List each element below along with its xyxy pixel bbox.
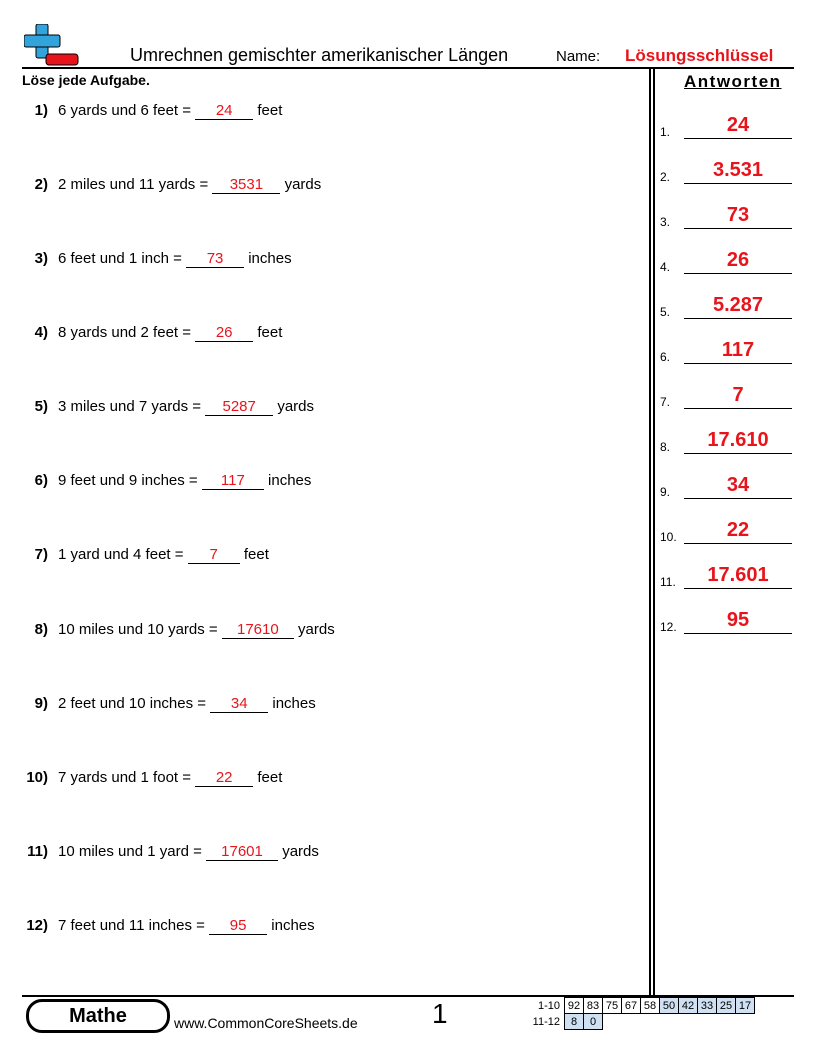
answer-key-item [660, 424, 792, 454]
problem-unit: yards [284, 176, 322, 193]
answer-key-number: 3. [660, 215, 671, 229]
plus-minus-logo-icon [24, 24, 80, 68]
score-cell: 83 [584, 998, 603, 1014]
problem-number: 7) [34, 546, 48, 563]
answer-key-value: 22 [684, 517, 792, 544]
problem-number: 11) [27, 843, 48, 860]
problem-number: 8) [34, 621, 48, 638]
answer-key-item [660, 334, 792, 364]
problem-unit: inches [248, 250, 292, 267]
answer-key-item [660, 514, 792, 544]
answer-key-number: 6. [660, 350, 671, 364]
problem-text: 8 yards und 2 feet = [58, 324, 192, 341]
problem-text: 7 feet und 11 inches = [58, 917, 205, 934]
answer-key-item [660, 559, 792, 589]
problem-item [18, 102, 282, 120]
answer-key-number: 4. [660, 260, 671, 274]
problem-unit: feet [257, 769, 283, 786]
answer-key-value: 117 [684, 337, 792, 364]
problem-item [18, 472, 311, 490]
answer-blank: 26 [195, 325, 253, 342]
page-number: 1 [432, 998, 448, 1029]
score-row-label: 1-10 [537, 999, 560, 1012]
column-divider-left [649, 69, 651, 995]
problem-item [18, 324, 282, 342]
answer-key-number: 8. [660, 440, 671, 454]
answer-key-value: 73 [684, 202, 792, 229]
problem-unit: feet [257, 324, 283, 341]
answer-key-number: 2. [660, 170, 671, 184]
problem-text: 10 miles und 1 yard = [58, 843, 202, 860]
score-cell: 8 [565, 1014, 584, 1030]
answer-key-value: 17.610 [684, 427, 792, 454]
answer-key-item [660, 289, 792, 319]
problem-text: 6 yards und 6 feet = [58, 102, 192, 119]
answer-blank: 3531 [212, 177, 280, 194]
problem-number: 3) [34, 250, 48, 267]
answer-key-item [660, 199, 792, 229]
problem-text: 6 feet und 1 inch = [58, 250, 182, 267]
problem-number: 10) [26, 769, 48, 786]
score-cell: 0 [584, 1014, 603, 1030]
problem-unit: inches [268, 472, 312, 489]
answer-blank: 73 [186, 251, 244, 268]
answer-key-number: 5. [660, 305, 671, 319]
problem-number: 12) [26, 917, 48, 934]
problem-unit: yards [298, 621, 335, 638]
answer-key-value: 7 [684, 382, 792, 409]
problem-text: 1 yard und 4 feet = [58, 546, 184, 563]
answer-key-number: 7. [660, 395, 671, 409]
answer-blank: 17601 [206, 844, 278, 861]
problem-number: 1) [34, 102, 48, 119]
score-row-label: 11-12 [532, 1015, 560, 1028]
answer-blank: 24 [195, 103, 253, 120]
answer-key-value: 26 [684, 247, 792, 274]
answer-blank: 95 [209, 918, 267, 935]
name-label: Name: [556, 48, 601, 65]
score-cell: 67 [622, 998, 641, 1014]
answer-key-number: 12. [660, 620, 677, 634]
website-url: www.CommonCoreSheets.de [174, 1015, 358, 1031]
problem-item [18, 843, 319, 861]
problem-number: 4) [34, 324, 48, 341]
answer-key-value: 3.531 [684, 157, 792, 184]
score-cell: 33 [698, 998, 717, 1014]
answer-key-item [660, 244, 792, 274]
problem-item [18, 695, 316, 713]
score-cell: 50 [660, 998, 679, 1014]
score-row [528, 998, 755, 1014]
score-cell: 42 [679, 998, 698, 1014]
answer-blank: 7 [188, 547, 240, 564]
answer-blank: 5287 [205, 399, 273, 416]
answer-key-number: 1. [660, 125, 671, 139]
problem-text: 2 miles und 11 yards = [58, 176, 209, 193]
problem-unit: yards [277, 398, 315, 415]
problem-number: 5) [34, 398, 48, 415]
score-table [528, 997, 755, 1030]
problem-number: 9) [34, 695, 48, 712]
problem-item [18, 250, 292, 268]
answer-key-value: 24 [684, 112, 792, 139]
answer-key-value: 5.287 [684, 292, 792, 319]
worksheet-title: Umrechnen gemischter amerikanischer Längen [130, 45, 509, 65]
problem-item [18, 621, 335, 639]
answer-key-item [660, 379, 792, 409]
answer-blank: 117 [202, 473, 264, 490]
score-cell: 17 [736, 998, 755, 1014]
problem-number: 6) [34, 472, 48, 489]
problem-item [18, 398, 314, 416]
answer-blank: 17610 [222, 622, 294, 639]
problem-text: 3 miles und 7 yards = [58, 398, 201, 415]
answer-key-item [660, 469, 792, 499]
answer-key-number: 9. [660, 485, 671, 499]
problem-text: 7 yards und 1 foot = [58, 769, 192, 786]
problem-item [18, 769, 282, 787]
problem-item [18, 546, 269, 564]
problem-text: 2 feet und 10 inches = [58, 695, 207, 712]
column-divider-right [653, 69, 655, 995]
problem-item [18, 917, 315, 935]
answer-key-item [660, 154, 792, 184]
answer-key-number: 11. [660, 575, 676, 589]
problem-text: 10 miles und 10 yards = [58, 621, 218, 638]
problem-unit: yards [282, 843, 319, 860]
answer-key-value: 95 [684, 607, 792, 634]
brand-badge: Mathe [26, 999, 170, 1033]
answer-key-number: 10. [660, 530, 677, 544]
score-row [528, 1014, 755, 1030]
score-cell: 58 [641, 998, 660, 1014]
score-cell: 75 [603, 998, 622, 1014]
answer-key-value: 34 [684, 472, 792, 499]
problem-number: 2) [34, 176, 48, 193]
score-cell: 92 [565, 998, 584, 1014]
answer-key-value: 17.601 [684, 562, 792, 589]
problem-unit: feet [243, 546, 269, 563]
problem-unit: inches [271, 917, 315, 934]
answer-blank: 22 [195, 770, 253, 787]
problem-unit: feet [257, 102, 283, 119]
problem-text: 9 feet und 9 inches = [58, 472, 198, 489]
answers-heading: Antworten [684, 72, 782, 91]
problem-item [18, 176, 321, 194]
score-cell: 25 [717, 998, 736, 1014]
answer-key-item [660, 109, 792, 139]
header-divider [22, 67, 794, 69]
instructions: Löse jede Aufgabe. [22, 72, 150, 88]
answer-key-item [660, 604, 792, 634]
name-value: Lösungsschlüssel [625, 46, 774, 65]
score-empty [603, 1014, 755, 1030]
answer-blank: 34 [210, 696, 268, 713]
problem-unit: inches [272, 695, 316, 712]
